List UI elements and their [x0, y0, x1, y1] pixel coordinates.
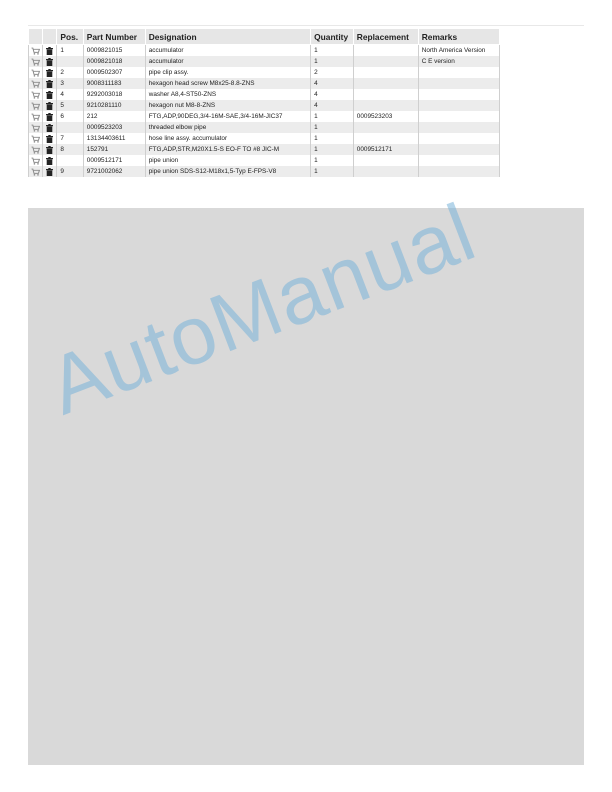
cell-replacement — [353, 56, 418, 67]
table-row — [29, 45, 500, 57]
cell-replacement — [353, 78, 418, 89]
shopping-cart-icon — [31, 91, 40, 98]
add-to-cart-button[interactable] — [29, 56, 43, 67]
delete-button[interactable] — [43, 78, 57, 89]
cell-part-number: 9210281110 — [83, 100, 145, 111]
cell-designation: FTG,ADP,90DEG,3/4-16M-SAE,3/4-16M-JIC37 — [145, 111, 310, 122]
cell-designation: hose line assy. accumulator — [145, 133, 310, 144]
cell-remarks — [418, 144, 499, 155]
cell-remarks — [418, 78, 499, 89]
watermark: AutoManual — [36, 186, 488, 433]
trash-icon — [46, 47, 53, 54]
cell-quantity: 2 — [311, 67, 354, 78]
delete-button[interactable] — [43, 133, 57, 144]
cell-quantity: 4 — [311, 100, 354, 111]
delete-button[interactable] — [43, 166, 57, 177]
cell-replacement — [353, 45, 418, 57]
top-divider — [28, 25, 584, 26]
cell-designation: hexagon head screw M8x25-8.8-ZNS — [145, 78, 310, 89]
cell-quantity: 1 — [311, 133, 354, 144]
trash-icon — [46, 124, 53, 131]
header-cart — [29, 29, 43, 45]
cell-replacement — [353, 67, 418, 78]
cell-pos: 5 — [57, 100, 83, 111]
table-row — [29, 166, 500, 177]
add-to-cart-button[interactable] — [29, 144, 43, 155]
cell-remarks — [418, 111, 499, 122]
cell-part-number: 9721002062 — [83, 166, 145, 177]
cell-pos: 9 — [57, 166, 83, 177]
shopping-cart-icon — [31, 113, 40, 120]
cell-replacement — [353, 166, 418, 177]
header-pos[interactable]: Pos. — [57, 29, 83, 45]
trash-icon — [46, 69, 53, 76]
trash-icon — [46, 102, 53, 109]
cell-part-number: 0009821015 — [83, 45, 145, 57]
table-row — [29, 144, 500, 155]
shopping-cart-icon — [31, 135, 40, 142]
cell-replacement — [353, 89, 418, 100]
trash-icon — [46, 58, 53, 65]
add-to-cart-button[interactable] — [29, 122, 43, 133]
table-body — [29, 45, 500, 178]
cell-part-number: 0009821018 — [83, 56, 145, 67]
table-row — [29, 133, 500, 144]
table-row — [29, 78, 500, 89]
shopping-cart-icon — [31, 102, 40, 109]
header-delete — [43, 29, 57, 45]
cell-pos: 3 — [57, 78, 83, 89]
header-quantity[interactable]: Quantity — [311, 29, 354, 45]
trash-icon — [46, 168, 53, 175]
parts-table — [28, 28, 500, 177]
cell-replacement — [353, 100, 418, 111]
cell-quantity: 1 — [311, 166, 354, 177]
cell-part-number: 0009512171 — [83, 155, 145, 166]
cell-part-number: 0009523203 — [83, 122, 145, 133]
delete-button[interactable] — [43, 45, 57, 57]
cell-quantity: 4 — [311, 78, 354, 89]
cell-designation: FTG,ADP,STR,M20X1.5-S EO-F TO #8 JIC-M — [145, 144, 310, 155]
cell-designation: hexagon nut M8-8-ZNS — [145, 100, 310, 111]
cell-designation: threaded elbow pipe — [145, 122, 310, 133]
table-header-row — [29, 29, 500, 45]
shopping-cart-icon — [31, 47, 40, 54]
trash-icon — [46, 135, 53, 142]
cell-part-number: 9292003018 — [83, 89, 145, 100]
cell-pos: 7 — [57, 133, 83, 144]
cell-pos: 8 — [57, 144, 83, 155]
delete-button[interactable] — [43, 155, 57, 166]
table-row — [29, 56, 500, 67]
header-replacement[interactable]: Replacement — [353, 29, 418, 45]
add-to-cart-button[interactable] — [29, 67, 43, 78]
cell-designation: washer A8,4-ST50-ZNS — [145, 89, 310, 100]
table-row — [29, 89, 500, 100]
cell-quantity: 1 — [311, 56, 354, 67]
cell-quantity: 1 — [311, 155, 354, 166]
add-to-cart-button[interactable] — [29, 89, 43, 100]
add-to-cart-button[interactable] — [29, 45, 43, 57]
cell-part-number: 13134403611 — [83, 133, 145, 144]
cell-pos — [57, 155, 83, 166]
cell-remarks: North America Version — [418, 45, 499, 57]
document-sheet — [28, 208, 584, 765]
shopping-cart-icon — [31, 58, 40, 65]
delete-button[interactable] — [43, 56, 57, 67]
header-part-number[interactable]: Part Number — [83, 29, 145, 45]
cell-remarks — [418, 166, 499, 177]
cell-designation: pipe union SDS-S12-M18x1,5-Typ E-FPS-V8 — [145, 166, 310, 177]
shopping-cart-icon — [31, 80, 40, 87]
delete-button[interactable] — [43, 111, 57, 122]
cell-remarks — [418, 67, 499, 78]
trash-icon — [46, 157, 53, 164]
cell-part-number: 152791 — [83, 144, 145, 155]
cell-remarks — [418, 89, 499, 100]
cell-designation: pipe clip assy. — [145, 67, 310, 78]
header-designation[interactable]: Designation — [145, 29, 310, 45]
cell-pos: 2 — [57, 67, 83, 78]
cell-quantity: 1 — [311, 144, 354, 155]
add-to-cart-button[interactable] — [29, 133, 43, 144]
delete-button[interactable] — [43, 89, 57, 100]
header-remarks[interactable]: Remarks — [418, 29, 499, 45]
cell-quantity: 1 — [311, 45, 354, 57]
trash-icon — [46, 113, 53, 120]
shopping-cart-icon — [31, 157, 40, 164]
cell-replacement: 0009523203 — [353, 111, 418, 122]
cell-quantity: 1 — [311, 122, 354, 133]
cell-remarks — [418, 122, 499, 133]
add-to-cart-button[interactable] — [29, 111, 43, 122]
add-to-cart-button[interactable] — [29, 155, 43, 166]
cell-designation: pipe union — [145, 155, 310, 166]
cell-part-number: 212 — [83, 111, 145, 122]
cell-remarks — [418, 100, 499, 111]
cell-replacement: 0009512171 — [353, 144, 418, 155]
cell-pos: 4 — [57, 89, 83, 100]
cell-pos — [57, 56, 83, 67]
table-row — [29, 100, 500, 111]
add-to-cart-button[interactable] — [29, 78, 43, 89]
cell-quantity: 4 — [311, 89, 354, 100]
add-to-cart-button[interactable] — [29, 100, 43, 111]
table-row — [29, 155, 500, 166]
trash-icon — [46, 80, 53, 87]
trash-icon — [46, 146, 53, 153]
table-row — [29, 122, 500, 133]
add-to-cart-button[interactable] — [29, 166, 43, 177]
delete-button[interactable] — [43, 144, 57, 155]
table-row — [29, 67, 500, 78]
shopping-cart-icon — [31, 69, 40, 76]
table-row — [29, 111, 500, 122]
cell-remarks: C E version — [418, 56, 499, 67]
cell-remarks — [418, 155, 499, 166]
cell-remarks — [418, 133, 499, 144]
shopping-cart-icon — [31, 168, 40, 175]
cell-designation: accumulator — [145, 56, 310, 67]
delete-button[interactable] — [43, 100, 57, 111]
cell-replacement — [353, 122, 418, 133]
cell-pos — [57, 122, 83, 133]
shopping-cart-icon — [31, 124, 40, 131]
cell-pos: 1 — [57, 45, 83, 57]
cell-part-number: 0009502307 — [83, 67, 145, 78]
cell-replacement — [353, 155, 418, 166]
cell-replacement — [353, 133, 418, 144]
delete-button[interactable] — [43, 122, 57, 133]
cell-designation: accumulator — [145, 45, 310, 57]
cell-pos: 6 — [57, 111, 83, 122]
delete-button[interactable] — [43, 67, 57, 78]
cell-part-number: 9008311183 — [83, 78, 145, 89]
trash-icon — [46, 91, 53, 98]
cell-quantity: 1 — [311, 111, 354, 122]
shopping-cart-icon — [31, 146, 40, 153]
